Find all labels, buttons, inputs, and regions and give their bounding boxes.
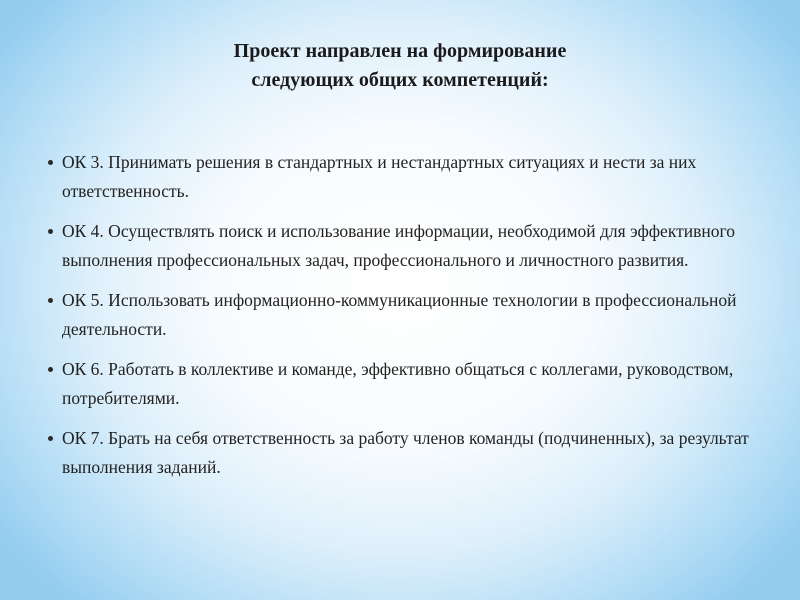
bullet-icon bbox=[48, 298, 53, 303]
list-item-ok6 bbox=[44, 355, 756, 413]
list-item-ok3 bbox=[44, 148, 756, 206]
slide-title bbox=[100, 37, 700, 95]
slide-title-line-2: следующих общих компетенций: bbox=[251, 69, 549, 91]
bullet-icon bbox=[48, 367, 53, 372]
list-item-text: ОК 7. Брать на себя ответственность за работу членов команды (подчиненных), за результат выполнения заданий. bbox=[62, 428, 749, 477]
bullet-icon bbox=[48, 229, 53, 234]
competency-list bbox=[44, 148, 756, 493]
list-item-ok4 bbox=[44, 217, 756, 275]
list-item-text: ОК 3. Принимать решения в стандартных и нестандартных ситуациях и нести за них ответственность. bbox=[62, 152, 697, 201]
list-item-ok7 bbox=[44, 424, 756, 482]
bullet-icon bbox=[48, 436, 53, 441]
slide-title-line-1: Проект направлен на формирование bbox=[233, 40, 567, 62]
list-item-text: ОК 4. Осуществлять поиск и использование информации, необходимой для эффективного выполнения профессиональных задач, профессионального и личностного развития. bbox=[62, 221, 735, 270]
bullet-icon bbox=[48, 160, 53, 165]
list-item-ok5 bbox=[44, 286, 756, 344]
list-item-text: ОК 5. Использовать информационно-коммуникационные технологии в профессиональной деятельности. bbox=[62, 290, 737, 339]
list-item-text: ОК 6. Работать в коллективе и команде, эффективно общаться с коллегами, руководством, потребителями. bbox=[62, 359, 734, 408]
